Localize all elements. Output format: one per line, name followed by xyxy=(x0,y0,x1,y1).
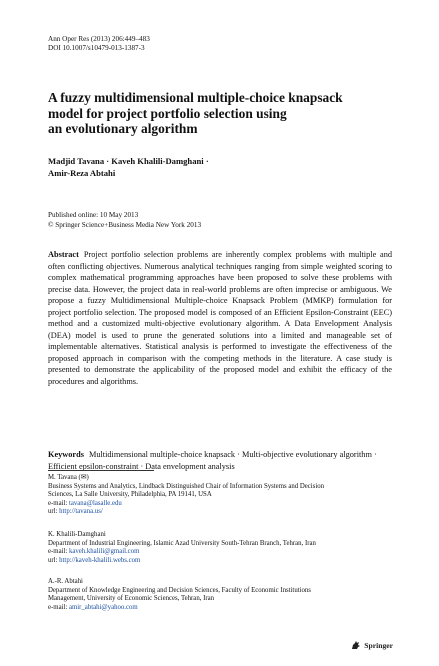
affiliation-abtahi xyxy=(48,578,392,612)
footnote-divider xyxy=(48,470,154,471)
published-date: Published online: 10 May 2013 xyxy=(48,211,139,219)
paper-title xyxy=(48,90,378,137)
email-line xyxy=(48,604,392,613)
copyright: © Springer Science+Business Media New York 2013 xyxy=(48,220,202,229)
springer-logo xyxy=(351,640,393,650)
email-link[interactable]: amir_abtahi@yahoo.com xyxy=(68,603,138,611)
title-line: model for project portfolio selection using xyxy=(48,105,287,121)
affiliation-khalili xyxy=(48,531,392,565)
doi: DOI 10.1007/s10479-013-1387-3 xyxy=(48,44,145,52)
email-label: e-mail: xyxy=(48,603,69,611)
url-label: url: xyxy=(48,556,60,564)
keywords-label: Keywords xyxy=(48,450,84,459)
springer-wordmark: Springer xyxy=(364,640,393,650)
springer-horse-icon xyxy=(351,640,361,650)
url-link[interactable]: http://kaveh-khalili.webs.com xyxy=(59,556,141,564)
affiliation-line: Sciences, La Salle University, Philadelphia, PA 19141, USA xyxy=(48,491,212,499)
affiliation-line: Department of Industrial Engineering, Islamic Azad University South-Tehran Branch, Tehran, Iran xyxy=(48,539,316,547)
title-line: an evolutionary algorithm xyxy=(48,121,198,136)
journal-citation: Ann Oper Res (2013) 206:449–483 xyxy=(48,35,150,43)
affiliation-line: Management, University of Economic Sciences, Tehran, Iran xyxy=(48,595,215,603)
affiliation-tavana xyxy=(48,474,392,517)
email-label: e-mail: xyxy=(48,499,69,507)
journal-header xyxy=(48,35,150,53)
abstract-label: Abstract xyxy=(48,250,79,259)
keywords xyxy=(48,449,392,472)
author-line: Amir-Reza Abtahi xyxy=(48,168,116,178)
url-line xyxy=(48,508,392,517)
keywords-text: Multidimensional multiple-choice knapsack · Multi-objective evolutionary algorithm · Efficient epsilon-constraint · Data envelopment analysis xyxy=(48,450,377,471)
author-line: Madjid Tavana · Kaveh Khalili-Damghani · xyxy=(48,156,209,166)
email-label: e-mail: xyxy=(48,548,69,556)
affiliation-line: Business Systems and Analytics, Lindback Distinguished Chair of Information Systems and Decision xyxy=(48,482,325,490)
url-link[interactable]: http://tavana.us/ xyxy=(59,508,103,516)
email-line xyxy=(48,500,392,509)
email-link[interactable]: tavana@lasalle.edu xyxy=(68,499,122,507)
affiliation-name: K. Khalili-Damghani xyxy=(48,531,106,538)
author-list xyxy=(48,155,378,179)
url-line xyxy=(48,557,392,566)
affiliation-name: M. Tavana (✉) xyxy=(48,474,89,481)
abstract xyxy=(48,249,392,387)
url-label: url: xyxy=(48,508,60,516)
affiliation-name: A.-R. Abtahi xyxy=(48,578,83,585)
email-link[interactable]: kaveh.khalili@gmail.com xyxy=(68,548,140,556)
email-line xyxy=(48,548,392,557)
affiliation-line: Department of Knowledge Engineering and Decision Sciences, Faculty of Economic Institutions xyxy=(48,586,311,594)
publication-info xyxy=(48,211,201,230)
abstract-text: Project portfolio selection problems are inherently complex problems with multiple and often conflicting objectives. Numerous analytical techniques ranging from simple weighted scoring to complex mathematical programming approaches have been proposed to solve these problems with precise data. However, the project data in real-world problems are often imprecise or ambiguous. We propose a fuzzy Multidimensional Multiple-choice Knapsack Problem (MMKP) formulation for project portfolio selection. The proposed model is composed of an Efficient Epsilon-Constraint (EEC) method and a customized multi-objective evolutionary algorithm. A Data Envelopment Analysis (DEA) model is used to prune the generated solutions into a limited and manageable set of implementable alternatives. Statistical analysis is performed to investigate the effectiveness of the proposed approach in comparison with the competing methods in the literature. A case study is presented to demonstrate the applicability of the proposed model and exhibit the efficacy of the procedures and algorithms. xyxy=(48,250,392,386)
title-line: A fuzzy multidimensional multiple-choice knapsack xyxy=(48,90,343,105)
